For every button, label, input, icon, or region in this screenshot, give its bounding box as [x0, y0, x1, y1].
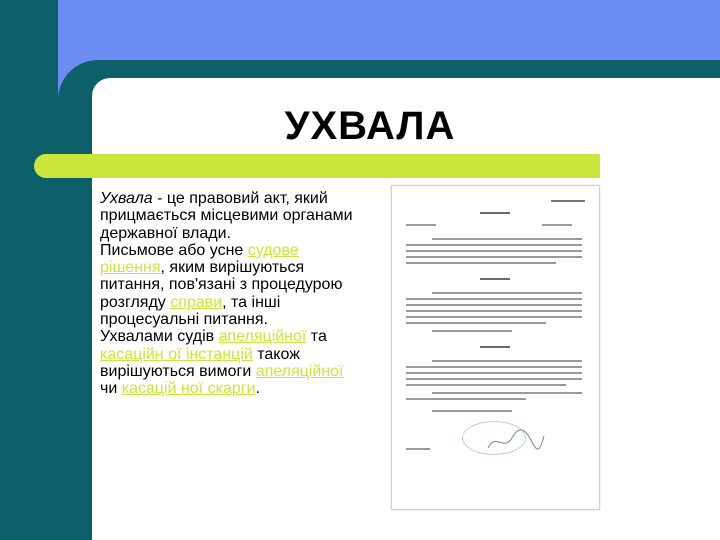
text-fragment: чи	[100, 380, 122, 398]
document-text-line	[406, 322, 546, 324]
document-text-line	[406, 378, 582, 380]
text-fragment: та	[306, 328, 327, 346]
document-subheading	[480, 346, 510, 348]
link-appellate-instance[interactable]: апеляційної	[218, 328, 307, 346]
title-underline-bar	[34, 154, 600, 178]
left-teal-strip	[0, 0, 58, 540]
document-text-line	[406, 250, 582, 252]
document-text-line	[406, 304, 582, 306]
document-text-line	[432, 292, 582, 294]
document-text-line	[406, 384, 566, 386]
document-text-line	[432, 330, 512, 332]
definition-text: - це правовий акт, який прицмається місцевими органами державної влади.	[100, 190, 353, 242]
term-word: Ухвала	[100, 190, 153, 207]
slide-body-text	[100, 190, 362, 398]
text-fragment: Ухвалами судів	[100, 328, 219, 346]
document-text-line	[406, 316, 582, 318]
document-text-line	[406, 398, 526, 400]
document-text-line	[432, 238, 582, 240]
text-fragment: також вирішуються вимоги	[100, 345, 300, 380]
document-text-line	[406, 256, 582, 258]
document-heading	[480, 212, 510, 214]
document-date	[406, 224, 436, 226]
document-text-line	[406, 366, 582, 368]
document-text-line	[406, 372, 582, 374]
document-text-line	[406, 244, 582, 246]
link-case[interactable]: справи	[170, 293, 223, 311]
text-fragment: , та інші процесуальні питання.	[100, 293, 281, 329]
document-text-line	[406, 310, 582, 312]
text-fragment: Письмове або усне	[100, 241, 248, 259]
signature-icon	[486, 426, 546, 456]
link-cassation-complaint[interactable]: касацій ної скарги	[121, 380, 256, 398]
document-subheading	[480, 278, 510, 280]
link-cassation-instance[interactable]: касаційн ої інстанцій	[100, 345, 253, 363]
document-text-line	[406, 298, 582, 300]
link-judicial-decision[interactable]: судове рішення	[100, 241, 299, 277]
document-text-line	[406, 262, 556, 264]
link-appeal[interactable]: апеляційної	[255, 362, 344, 380]
document-reference-number	[551, 200, 585, 202]
document-text-line	[432, 410, 512, 412]
document-text-line	[432, 360, 582, 362]
document-signature-line	[406, 448, 430, 450]
document-place	[542, 224, 572, 226]
slide-title: УХВАЛА	[284, 104, 456, 148]
text-fragment: , яким вирішуються питання, пов'язані з процедурою розгляду	[100, 259, 343, 311]
document-image	[391, 185, 600, 510]
document-text-line	[432, 392, 582, 394]
text-fragment: .	[255, 380, 260, 398]
